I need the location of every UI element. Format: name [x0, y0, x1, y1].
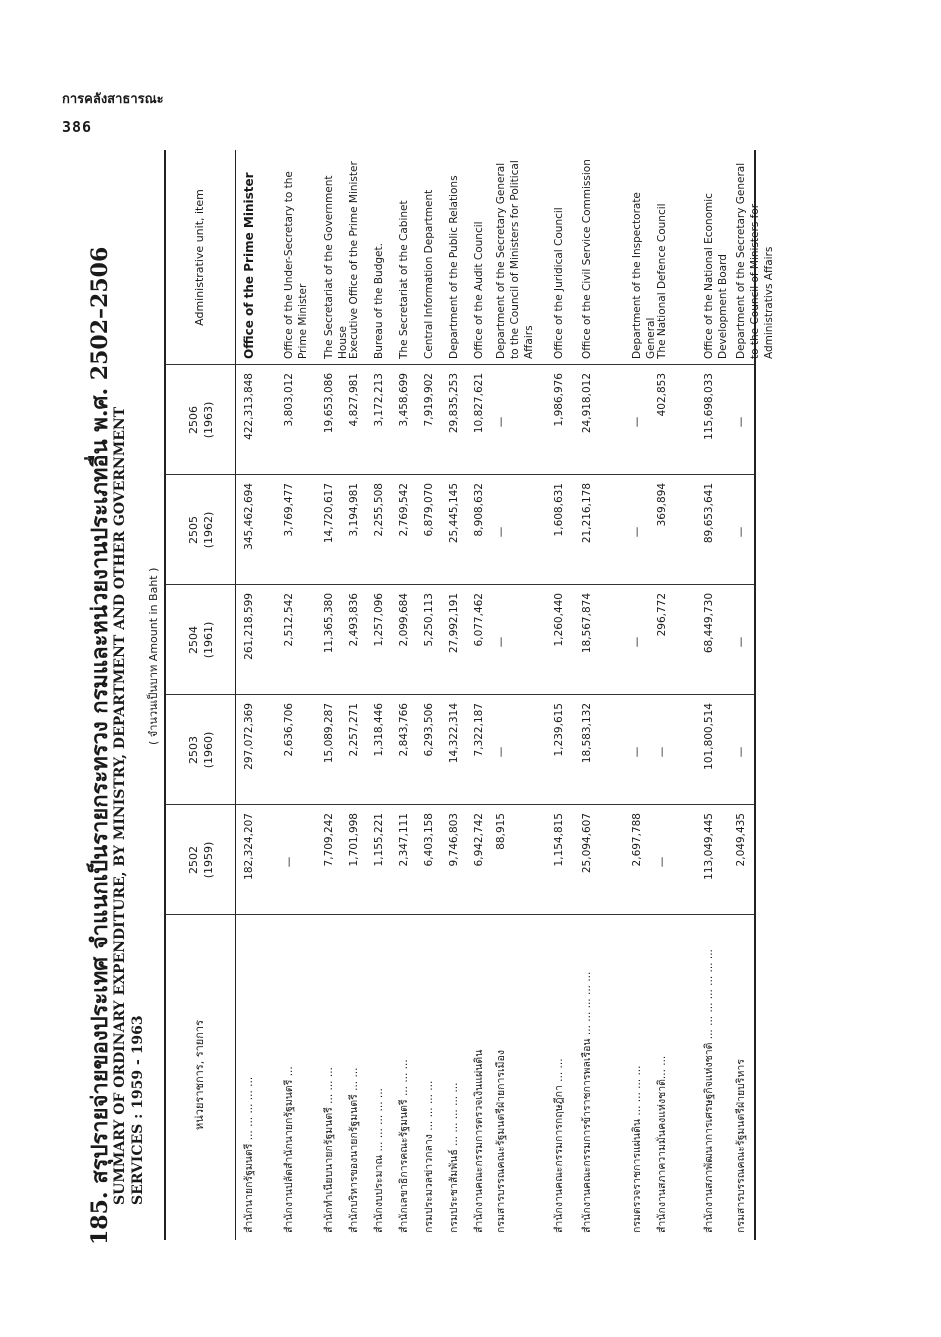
row-value: —	[631, 416, 643, 428]
row-english-label: Office of the Audit Council	[473, 221, 485, 359]
row-value: —	[283, 856, 295, 868]
row-value: 18,583,132	[581, 703, 593, 764]
row-value: —	[631, 746, 643, 758]
row-english-label: Executive Office of the Prime Minister	[348, 161, 360, 359]
row-english-label: Office of the Prime Minister	[242, 172, 256, 359]
row-value: 11,365,380	[323, 593, 335, 654]
row-value: 2,099,684	[398, 593, 410, 647]
row-value: 1,608,631	[553, 483, 565, 537]
row-thai-label: สำนักงานสภาความมั่นคงแห่งชาติ... ...	[656, 1055, 668, 1233]
row-value: —	[495, 636, 507, 648]
row-english-label: Office of the Juridical Council	[553, 207, 565, 359]
row-value: 1,701,998	[348, 813, 360, 867]
row-value: 182,324,207	[243, 813, 255, 880]
row-english-label: The Secretariat of the Cabinet	[398, 200, 410, 359]
row-value: 2,512,542	[283, 593, 295, 647]
row-value: 7,919,902	[423, 373, 435, 427]
row-value: 29,835,253	[448, 373, 460, 434]
row-value: 21,216,178	[581, 483, 593, 544]
row-value: 2,255,508	[373, 483, 385, 537]
row-value: 2,636,706	[283, 703, 295, 757]
row-english-label: The National Defence Council	[656, 203, 668, 359]
row-english-label: Bureau of the Budget.	[373, 243, 385, 359]
row-value: 27,992,191	[448, 593, 460, 654]
col-head-2506: 2506 (1963)	[187, 401, 215, 439]
row-value: 6,942,742	[473, 813, 485, 867]
row-value: 88,915	[495, 813, 507, 850]
row-english-label: Department of the Secretary General to the Council of Ministers for Administrativs Affairs	[735, 162, 775, 359]
row-value: 402,853	[656, 373, 668, 417]
table-title-thai: 185. สรุปรายจ่ายของประเทศ จำแนกเป็นรายกระทรวง กรมและหน่วยงานประเภทอื่น พ.ศ. 2502–2506	[87, 246, 113, 1245]
row-value: —	[735, 636, 747, 648]
row-value: —	[656, 746, 668, 758]
column-divider	[166, 474, 754, 475]
row-value: 68,449,730	[703, 593, 715, 654]
row-value: —	[631, 526, 643, 538]
rotated-table-page	[82, 55, 775, 1245]
row-value: 422,313,848	[243, 373, 255, 440]
row-value: 1,155,221	[373, 813, 385, 867]
row-value: 2,257,271	[348, 703, 360, 757]
row-english-label: Office of the Civil Service Commission	[581, 159, 593, 359]
row-value: 24,918,012	[581, 373, 593, 434]
row-value: 297,072,369	[243, 703, 255, 770]
row-value: 2,493,836	[348, 593, 360, 647]
table-title-english-continued: SERVICES : 1959 - 1963	[130, 1015, 146, 1205]
row-value: 6,403,158	[423, 813, 435, 867]
row-value: 4,827,981	[348, 373, 360, 427]
col-head-2504: 2504 (1961)	[187, 621, 215, 659]
row-thai-label: กรมประชาสัมพันธ์ ... ... ... ... ...	[448, 1082, 460, 1233]
row-thai-label: สำนักงานสภาพัฒนาการเศรษฐกิจแห่งชาติ ... ... ... ... ... ... ...	[703, 949, 715, 1233]
row-value: 3,803,012	[283, 373, 295, 427]
table-top-rule	[164, 150, 166, 1240]
row-value: 6,293,506	[423, 703, 435, 757]
row-value: 2,049,435	[735, 813, 747, 867]
column-divider	[166, 364, 754, 365]
row-thai-label: สำนักงานคณะกรรมการข้าราชการพลเรือน ... ... ... ... ...	[581, 971, 593, 1233]
row-value: 369,894	[656, 483, 668, 527]
row-thai-label: สำนักงานคณะกรรมการตรวจเงินแผ่นดิน	[473, 1049, 485, 1233]
row-value: 1,260,440	[553, 593, 565, 647]
row-thai-label: สำนักทำเนียบนายกรัฐมนตรี ... ... ...	[323, 1067, 335, 1233]
row-value: 14,322,314	[448, 703, 460, 764]
row-value: 3,194,981	[348, 483, 360, 537]
row-thai-label: กรมสารบรรณคณะรัฐมนตรีฝ่ายการเมือง	[495, 1050, 507, 1233]
row-english-label: Office of the National Economic Development Board	[703, 193, 729, 359]
col-head-2503: 2503 (1960)	[187, 731, 215, 769]
row-value: 261,218,599	[243, 593, 255, 660]
row-thai-label: สำนักบริหารของนายกรัฐมนตรี ... ...	[348, 1067, 360, 1233]
row-value: 2,843,766	[398, 703, 410, 757]
row-value: 2,769,542	[398, 483, 410, 537]
col-head-thai-item: หน่วยราชการ, รายการ	[193, 1020, 206, 1130]
header-bottom-rule	[235, 150, 236, 1240]
column-divider	[166, 584, 754, 585]
row-value: 1,986,976	[553, 373, 565, 427]
row-value: 113,049,445	[703, 813, 715, 880]
page-number: 386	[62, 118, 93, 136]
row-value: 6,879,070	[423, 483, 435, 537]
row-value: 19,653,086	[323, 373, 335, 434]
row-value: 18,567,874	[581, 593, 593, 654]
col-head-eng-item: Administrative unit, item	[193, 189, 206, 326]
row-thai-label: สำนักงบประมาณ ... ... ... ... ...	[373, 1088, 385, 1233]
row-value: 89,653,641	[703, 483, 715, 544]
row-value: 25,094,607	[581, 813, 593, 874]
row-value: 101,800,514	[703, 703, 715, 770]
row-value: —	[631, 636, 643, 648]
row-thai-label: กรมประมวลข่าวกลาง ... ... ... ...	[423, 1080, 435, 1233]
row-english-label: The Secretariat of the Government House	[323, 175, 349, 359]
row-english-label: Office of the Under-Secretary to the Prime Minister	[283, 171, 309, 359]
row-value: 345,462,694	[243, 483, 255, 550]
row-value: 2,697,788	[631, 813, 643, 867]
row-value: —	[656, 856, 668, 868]
row-value: 1,154,815	[553, 813, 565, 867]
row-value: 7,709,242	[323, 813, 335, 867]
unit-note: ( จำนวนเป็นบาท Amount in Baht )	[147, 567, 160, 745]
row-thai-label: กรมสารบรรณคณะรัฐมนตรีฝ่ายบริหาร	[735, 1059, 747, 1233]
row-value: —	[495, 746, 507, 758]
row-value: 1,257,096	[373, 593, 385, 647]
row-value: 1,318,446	[373, 703, 385, 757]
row-value: 9,746,803	[448, 813, 460, 867]
row-english-label: Central Information Department	[423, 189, 435, 359]
row-value: 115,698,033	[703, 373, 715, 440]
row-value: —	[735, 526, 747, 538]
row-thai-label: สำนักนายกรัฐมนตรี ... ... ... ... ...	[243, 1076, 255, 1233]
row-value: 3,172,213	[373, 373, 385, 427]
row-value: 1,239,615	[553, 703, 565, 757]
row-english-label: Department of the Inspectorate General	[631, 192, 657, 359]
row-value: 25,445,145	[448, 483, 460, 544]
row-value: 3,458,699	[398, 373, 410, 427]
row-thai-label: สำนักเลขาธิการคณะรัฐมนตรี ... ... ...	[398, 1059, 410, 1233]
row-thai-label: สำนักงานปลัดสำนักนายกรัฐมนตรี ...	[283, 1066, 295, 1233]
row-value: 8,908,632	[473, 483, 485, 537]
row-value: 3,769,477	[283, 483, 295, 537]
row-thai-label: กรมตรวจราชการแผ่นดิน ... ... ... ...	[631, 1065, 643, 1233]
row-value: 2,347,111	[398, 813, 410, 867]
column-divider	[166, 694, 754, 695]
row-value: —	[735, 746, 747, 758]
col-head-2502: 2502 (1959)	[187, 841, 215, 879]
row-value: —	[735, 416, 747, 428]
row-value: 15,089,287	[323, 703, 335, 764]
row-thai-label: สำนักงานคณะกรรมการกฤษฎีกา ... ...	[553, 1058, 565, 1233]
row-value: 10,827,621	[473, 373, 485, 434]
row-english-label: Department of the Public Relations	[448, 175, 460, 359]
row-value: 5,250,113	[423, 593, 435, 647]
row-value: 296,772	[656, 593, 668, 637]
row-english-label: Department of the Secretary General to the Council of Ministers for Political Affairs	[495, 160, 535, 359]
col-head-2505: 2505 (1962)	[187, 511, 215, 549]
table-title-english: SUMMARY OF ORDINARY EXPENDITURE, BY MINISTRY, DEPARTMENT AND OTHER GOVERNMENT	[112, 406, 128, 1205]
row-value: —	[495, 526, 507, 538]
row-value: 6,077,462	[473, 593, 485, 647]
row-value: —	[495, 416, 507, 428]
row-value: 14,720,617	[323, 483, 335, 544]
header-section: การคลังสาธารณะ	[62, 92, 164, 107]
row-value: 7,322,187	[473, 703, 485, 757]
